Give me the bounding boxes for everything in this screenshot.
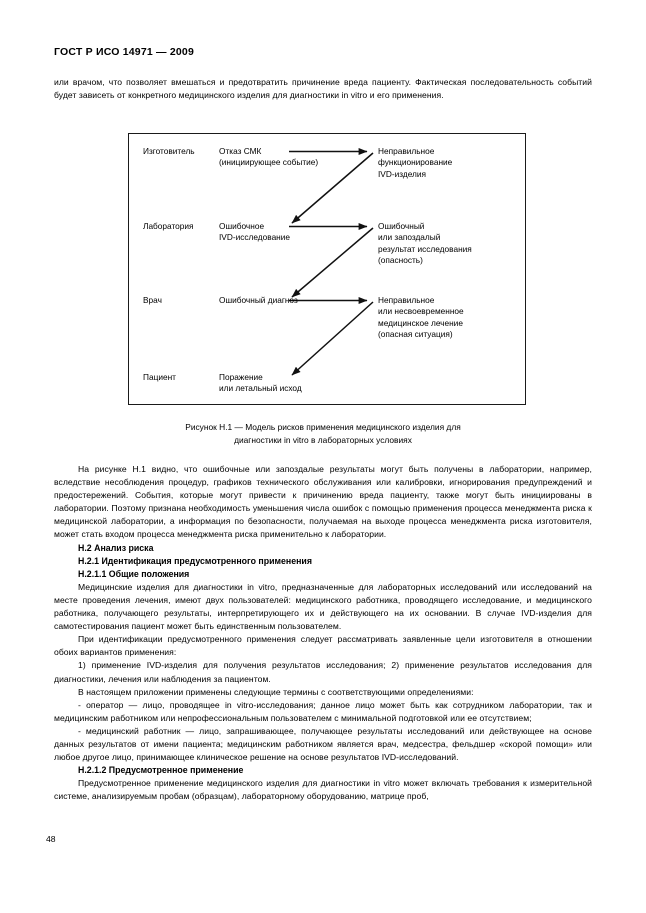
figure-arrows (129, 134, 527, 406)
figure-actor-4: Пациент (143, 372, 176, 382)
paragraph-2: Медицинские изделия для диагностики in vitro, предназначенные для лабораторных исследований или исследований на месте проведения лечения, имеют двух пользователей: медицинского работника, проводящего исследование, и медицинского работника, получающего результаты, интерпретирующего их и действующего на их основании. В случае IVD-изделия для самотестирования пациент может быть единственным пользователем. (54, 581, 592, 632)
heading-h2-1: Н.2.1 Идентификация предусмотренного применения (78, 555, 312, 566)
figure-actor-1: Изготовитель (143, 146, 195, 156)
figure-cause-4-line1: Поражение (219, 372, 263, 382)
figure-caption-line1: Рисунок Н.1 — Модель рисков применения медицинского изделия для (185, 422, 461, 432)
figure-effect-2-line1: Ошибочный (378, 221, 425, 231)
figure-effect-3-line1: Неправильное (378, 295, 435, 305)
intro-paragraph: или врачом, что позволяет вмешаться и предотвратить причинение вреда пациенту. Фактическая последовательность событий будет зависеть от конкретного медицинского изделия для диагностики in vitro и его применения. (54, 77, 592, 101)
figure-effect-2-line2: или запоздалый (378, 232, 441, 243)
figure-effect-1-line3: IVD-изделия (378, 168, 426, 179)
figure-caption-line2: диагностики in vitro в лабораторных условиях (234, 434, 412, 445)
paragraph-1: На рисунке Н.1 видно, что ошибочные или запоздалые результаты могут быть получены в лаборатории, например, вследствие несоблюдения процедур, графиков технического обслуживания или калибровки, игнорирования предупреждений и предостережений. События, которые могут привести к причинению вреда пациенту, также могут быть инициированы в лаборатории. Поэтому признана необходимость уменьшения числа ошибок с помощью применения процесса менеджмента риска к медицинской лаборатории, а информация по безопасности, получаемая на выходе процесса менеджмента риска изготовителя, может стать входом процесса менеджмента риска применительно к лаборатории. (54, 464, 592, 540)
figure-cause-3-line1: Ошибочный диагноз (219, 295, 298, 305)
figure-actor-3: Врач (143, 295, 162, 305)
paragraph-6: - оператор — лицо, проводящее in vitro-исследования; данное лицо может быть как сотрудником лаборатории, так и медицинским работником или непрофессиональным пользователем с минимальной подготовкой или ее отсутствием; (54, 699, 592, 723)
body-flow (54, 463, 592, 803)
figure-cause-2-line2: IVD-исследование (219, 232, 291, 243)
figure-effect-2-line4: (опасность) (378, 255, 423, 266)
figure-cause-4-line2: или летальный исход (219, 383, 302, 394)
figure-cause-2-line1: Ошибочное (219, 221, 265, 231)
paragraph-5: В настоящем приложении применены следующие термины с соответствующими определениями: (78, 686, 474, 697)
figure-effect-2-line3: результат исследования (378, 243, 472, 254)
paragraph-8: Предусмотренное применение медицинского изделия для диагностики in vitro может включать требования к измерительной системе, анализируемым пробам (образцам), лабораторному оборудованию, матрице проб, (54, 778, 592, 802)
paragraph-4: 1) применение IVD-изделия для получения результатов исследования; 2) применение результатов исследования для диагностики, лечения или наблюдения за пациентом. (54, 660, 592, 684)
figure-caption (54, 421, 592, 446)
figure-cause-1-line2: (инициирующее событие) (219, 157, 319, 168)
figure-effect-1-line1: Неправильное (378, 146, 435, 156)
heading-h2-1-2: Н.2.1.2 Предусмотренное применение (78, 765, 244, 776)
page-title: ГОСТ Р ИСО 14971 — 2009 (54, 46, 194, 58)
figure-cause-1-line1: Отказ СМК (219, 146, 262, 156)
heading-h2: Н.2 Анализ риска (78, 542, 154, 553)
figure-effect-1-line2: функционирование (378, 157, 453, 168)
paragraph-3: При идентификации предусмотренного применения следует рассматривать заявленные цели изготовителя в отношении обоих вариантов применения: (54, 634, 592, 658)
figure-effect-3-line4: (опасная ситуация) (378, 329, 453, 340)
heading-h2-1-1: Н.2.1.1 Общие положения (78, 568, 190, 579)
figure-h1-risk-model (128, 133, 526, 405)
figure-effect-3-line3: медицинское лечение (378, 317, 463, 328)
figure-actor-2: Лаборатория (143, 221, 194, 231)
intro-block (54, 76, 592, 102)
figure-effect-3-line2: или несвоевременное (378, 306, 464, 317)
page-number: 48 (46, 834, 56, 844)
paragraph-7: - медицинский работник — лицо, запрашивающее, получающее результаты исследований или действующее на основе данных результатов от имени пациента; медицинским работником является врач, медсестра, фельдшер «скорой помощи» или любое другое лицо, принимающее клиническое решение на основе результатов IVD-исследований. (54, 725, 592, 763)
